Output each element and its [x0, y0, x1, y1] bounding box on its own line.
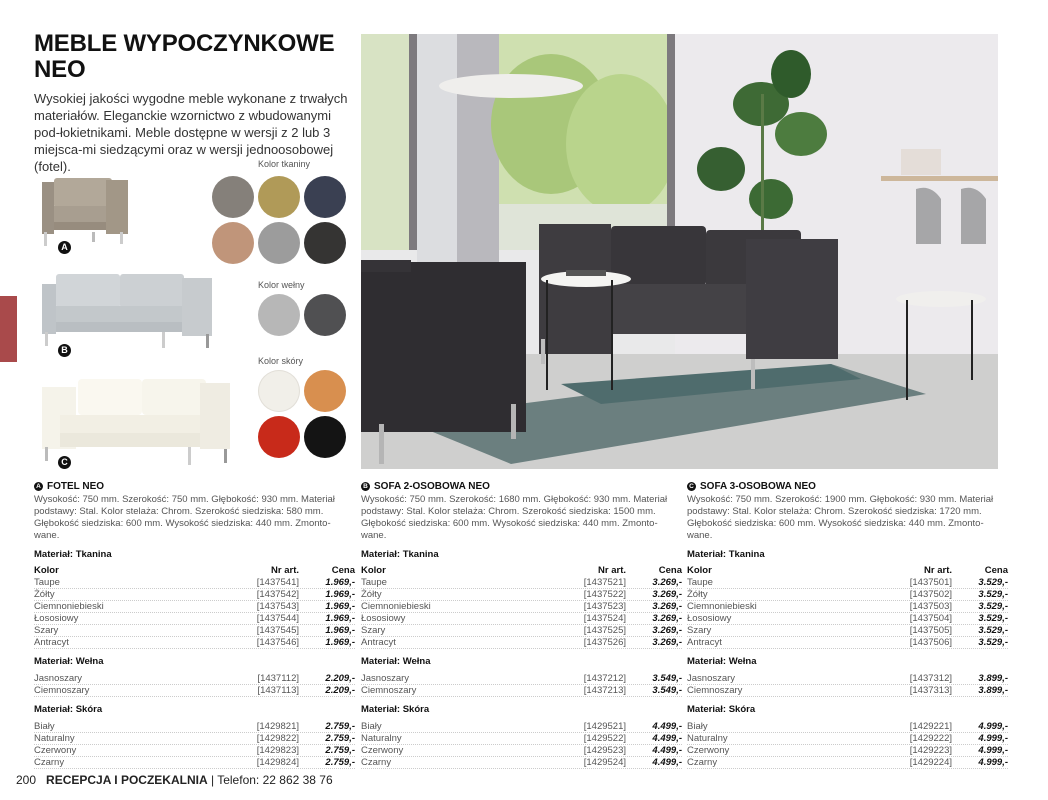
section-name: RECEPCJA I POCZEKALNIA	[46, 773, 208, 787]
table-row: Czerwony [1429523] 4.499,-	[361, 745, 682, 756]
table-header: Kolor Nr art. Cena	[687, 565, 1008, 576]
table-row: Jasnoszary [1437312] 3.899,-	[687, 673, 1008, 684]
table-row: Naturalny [1429522] 4.499,-	[361, 733, 682, 744]
swatch-fabric-grey	[258, 222, 300, 264]
thumbnail-sofa-3	[40, 375, 232, 473]
wool-color-label: Kolor wełny	[258, 280, 305, 290]
material-wool-label: Materiał: Wełna	[34, 656, 104, 667]
intro-text: Wysokiej jakości wygodne meble wykonane z trwałych materiałów. Eleganckie wzornictwo z wbudowanymi pod-łokietnikami. Meble dostępne w wersji z 2 lub 3 miejsca-mi siedzącymi oraz w wersji jednoosobowej (fotel).	[34, 91, 348, 174]
swatch-leather-red	[258, 416, 300, 458]
living-room-image	[361, 34, 998, 469]
armchair-image	[40, 172, 132, 252]
swatch-fabric-taupe	[212, 176, 254, 218]
table-row: Antracyt [1437506] 3.529,-	[687, 637, 1008, 648]
swatch-leather-white	[258, 370, 300, 412]
fabric-color-label: Kolor tkaniny	[258, 159, 311, 169]
table-row: Ciemnoniebieski [1437543] 1.969,-	[34, 601, 355, 612]
material-leather-label: Materiał: Skóra	[34, 704, 103, 715]
material-wool-label: Materiał: Wełna	[361, 656, 431, 667]
material-fabric-label: Materiał: Tkanina	[34, 549, 112, 560]
table-row: Biały [1429221] 4.999,-	[687, 721, 1008, 732]
table-row: Taupe [1437501] 3.529,-	[687, 577, 1008, 588]
swatch-wool-light-grey	[258, 294, 300, 336]
table-row: Czarny [1429224] 4.999,-	[687, 757, 1008, 768]
page-title: MEBLE WYPOCZYNKOWE NEO	[34, 30, 335, 83]
material-leather-label: Materiał: Skóra	[361, 704, 430, 715]
table-row: Łososiowy [1437544] 1.969,-	[34, 613, 355, 624]
table-row: Ciemnoniebieski [1437503] 3.529,-	[687, 601, 1008, 612]
product-b-heading	[361, 480, 682, 493]
table-row: Jasnoszary [1437112] 2.209,-	[34, 673, 355, 684]
product-b-specs	[361, 480, 682, 769]
hero-photo	[361, 34, 998, 469]
table-row: Naturalny [1429822] 2.759,-	[34, 733, 355, 744]
product-c-heading	[687, 480, 1008, 493]
table-row: Czarny [1429524] 4.499,-	[361, 757, 682, 768]
product-a-description: Wysokość: 750 mm. Szerokość: 750 mm. Głębokość: 930 mm. Materiał podstawy: Stal. Kolor stelaża: Chrom. Szerokość siedziska: 580 mm. Głębokość siedziska: 600 mm. Wysokość siedziska: 440 mm. Zmonto-wane.	[34, 494, 335, 541]
material-wool-label: Materiał: Wełna	[687, 656, 757, 667]
table-row: Antracyt [1437526] 3.269,-	[361, 637, 682, 648]
product-b-name: SOFA 2-OSOBOWA NEO	[374, 481, 490, 492]
table-row: Szary [1437525] 3.269,-	[361, 625, 682, 636]
product-c-description: Wysokość: 750 mm. Szerokość: 1900 mm. Głębokość: 930 mm. Materiał podstawy: Stal. Kolor stelaża: Chrom. Szerokość siedziska: 1720 mm. Głębokość siedziska: 600 mm. Wysokość siedziska: 440 mm. Zmonto-wane.	[687, 494, 994, 541]
table-row: Ciemnoszary [1437213] 3.549,-	[361, 685, 682, 696]
product-c-specs	[687, 480, 1008, 769]
table-row: Czarny [1429824] 2.759,-	[34, 757, 355, 768]
table-row: Naturalny [1429222] 4.999,-	[687, 733, 1008, 744]
page-number: 200	[16, 773, 37, 787]
table-row: Ciemnoszary [1437313] 3.899,-	[687, 685, 1008, 696]
swatch-leather-natural	[304, 370, 346, 412]
badge-a-small: A	[34, 482, 43, 491]
table-row: Ciemnoniebieski [1437523] 3.269,-	[361, 601, 682, 612]
section-edge-tab	[0, 296, 17, 362]
swatch-fabric-navy	[304, 176, 346, 218]
product-a-specs	[34, 480, 355, 769]
swatch-fabric-salmon	[212, 222, 254, 264]
leather-color-label: Kolor skóry	[258, 356, 304, 366]
thumbnail-fotel	[40, 172, 132, 252]
table-row: Czerwony [1429223] 4.999,-	[687, 745, 1008, 756]
page-footer	[16, 773, 333, 787]
thumbnail-sofa-2	[40, 268, 216, 358]
table-row: Łososiowy [1437524] 3.269,-	[361, 613, 682, 624]
swatch-fabric-yellow	[258, 176, 300, 218]
swatch-fabric-anthracite	[304, 222, 346, 264]
material-leather-label: Materiał: Skóra	[687, 704, 756, 715]
badge-c-small: C	[687, 482, 696, 491]
material-fabric-label: Materiał: Tkanina	[361, 549, 439, 560]
badge-b: B	[58, 344, 71, 357]
table-row: Taupe [1437521] 3.269,-	[361, 577, 682, 588]
table-row: Szary [1437545] 1.969,-	[34, 625, 355, 636]
table-row: Jasnoszary [1437212] 3.549,-	[361, 673, 682, 684]
table-row: Łososiowy [1437504] 3.529,-	[687, 613, 1008, 624]
table-row: Biały [1429821] 2.759,-	[34, 721, 355, 732]
table-header: Kolor Nr art. Cena	[34, 565, 355, 576]
table-row: Żółty [1437502] 3.529,-	[687, 589, 1008, 600]
footer-phone: Telefon: 22 862 38 76	[217, 773, 333, 787]
product-a-heading	[34, 480, 355, 493]
badge-a: A	[58, 241, 71, 254]
table-header: Kolor Nr art. Cena	[361, 565, 682, 576]
table-row: Biały [1429521] 4.499,-	[361, 721, 682, 732]
table-row: Czerwony [1429823] 2.759,-	[34, 745, 355, 756]
product-c-name: SOFA 3-OSOBOWA NEO	[700, 481, 816, 492]
swatch-wool-dark-grey	[304, 294, 346, 336]
table-row: Taupe [1437541] 1.969,-	[34, 577, 355, 588]
material-fabric-label: Materiał: Tkanina	[687, 549, 765, 560]
table-row: Ciemnoszary [1437113] 2.209,-	[34, 685, 355, 696]
product-b-description: Wysokość: 750 mm. Szerokość: 1680 mm. Głębokość: 930 mm. Materiał podstawy: Stal. Kolor stelaża: Chrom. Szerokość siedziska: 1500 mm. Głębokość siedziska: 600 mm. Wysokość siedziska: 440 mm. Zmonto-wane.	[361, 494, 668, 541]
table-row: Antracyt [1437546] 1.969,-	[34, 637, 355, 648]
swatch-leather-black	[304, 416, 346, 458]
table-row: Szary [1437505] 3.529,-	[687, 625, 1008, 636]
badge-c: C	[58, 456, 71, 469]
product-a-name: FOTEL NEO	[47, 481, 105, 492]
badge-b-small: B	[361, 482, 370, 491]
table-row: Żółty [1437522] 3.269,-	[361, 589, 682, 600]
footer-separator: |	[210, 773, 215, 787]
table-row: Żółty [1437542] 1.969,-	[34, 589, 355, 600]
